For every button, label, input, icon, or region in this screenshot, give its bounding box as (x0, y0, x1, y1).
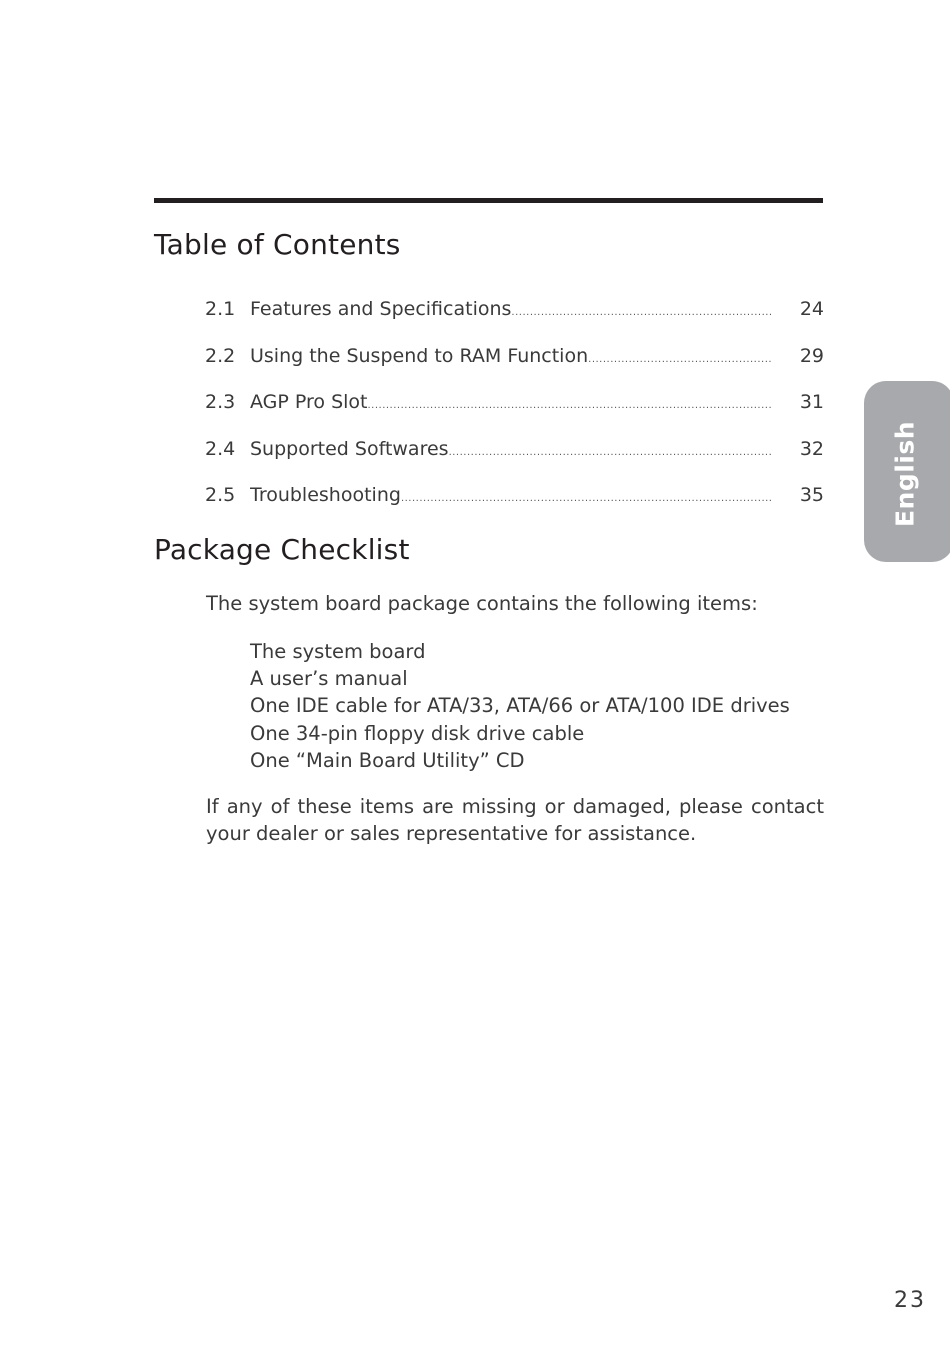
toc-entry-number: 2.1 (205, 298, 236, 320)
toc-entry-title: Troubleshooting (250, 484, 401, 506)
toc-entry[interactable] (205, 436, 824, 483)
language-side-tab-label: English (890, 420, 920, 528)
package-item: A user’s manual (250, 667, 408, 691)
toc-entry-title: Supported Softwares (250, 437, 449, 460)
toc-entry-number: 2.5 (205, 484, 236, 506)
toc-entry[interactable] (205, 296, 824, 343)
package-checklist-heading: Package Checklist (154, 533, 410, 566)
toc-entry-page: 31 (799, 391, 824, 413)
toc-entry[interactable] (205, 389, 824, 436)
toc-entry-number: 2.3 (205, 391, 236, 413)
package-intro: The system board package contains the following items: (206, 592, 758, 615)
toc-entry-title: Features and Specifications (250, 298, 512, 320)
toc-heading: Table of Contents (154, 228, 401, 261)
toc-entry-page: 29 (799, 344, 824, 367)
toc-entry-page: 32 (799, 437, 824, 460)
top-rule (154, 198, 823, 203)
toc-list (205, 296, 824, 529)
toc-entry-page: 35 (799, 484, 824, 506)
toc-entry[interactable] (205, 482, 824, 529)
toc-entry-title: Using the Suspend to RAM Function (250, 344, 589, 367)
toc-entry[interactable] (205, 343, 824, 390)
package-item: One “Main Board Utility” CD (250, 748, 525, 772)
page-number: 23 (894, 1288, 926, 1313)
package-item: One 34-pin floppy disk drive cable (250, 721, 585, 745)
package-item: The system board (250, 640, 426, 663)
toc-entry-number: 2.2 (205, 344, 236, 367)
toc-entry-title: AGP Pro Slot (250, 391, 368, 413)
package-items-list (250, 638, 790, 774)
package-item: One IDE cable for ATA/33, ATA/66 or ATA/100 IDE drives (250, 694, 790, 718)
toc-entry-page: 24 (799, 298, 824, 320)
package-closing-note: If any of these items are missing or damaged, please contact your dealer or sales representative for assistance. (206, 795, 824, 845)
toc-entry-number: 2.4 (205, 437, 236, 460)
